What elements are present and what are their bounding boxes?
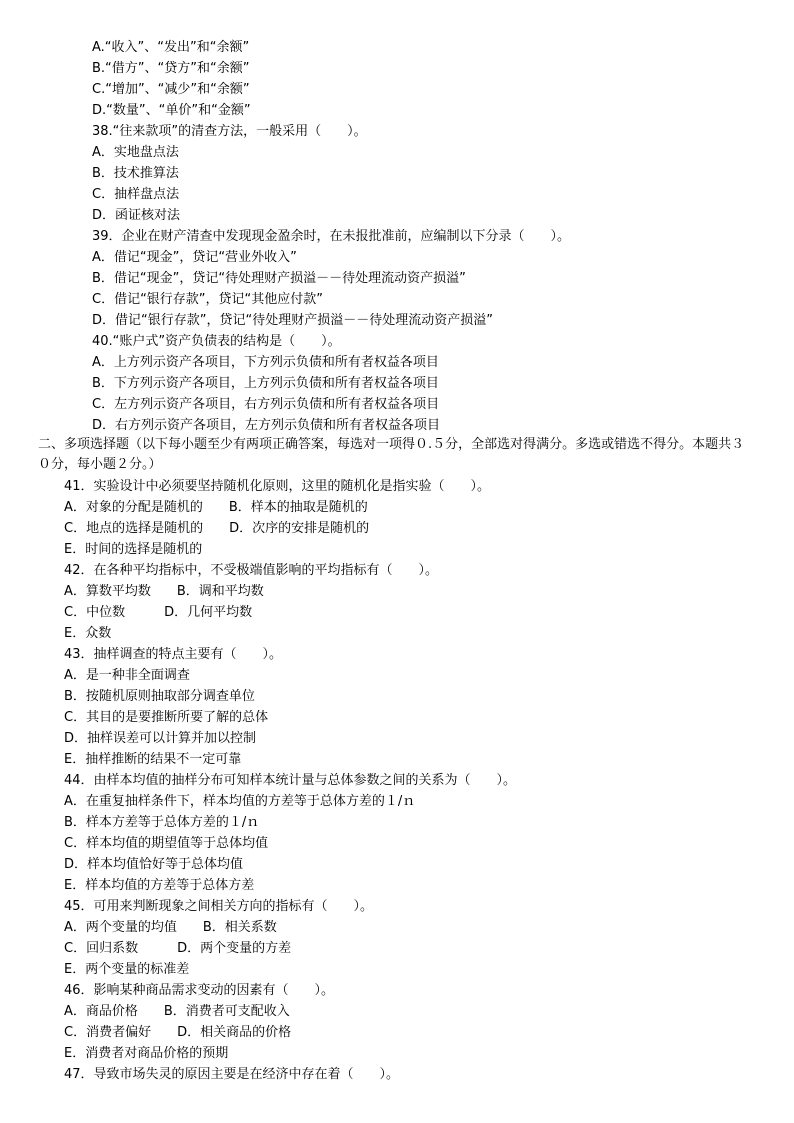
option-line: A．商品价格 B．消费者可支配收入 xyxy=(64,1004,290,1019)
option-line: E．消费者对商品价格的预期 xyxy=(64,1046,229,1061)
option-line: D.“数量”、“单价”和“金额” xyxy=(92,103,251,118)
question-39: 39．企业在财产清查中发现现金盈余时，在未报批准前，应编制以下分录（ ）。 xyxy=(92,229,571,244)
option-line: B．借记“现金”，贷记“待处理财产损溢－－待处理流动资产损溢” xyxy=(92,271,466,286)
question-44: 44．由样本均值的抽样分布可知样本统计量与总体参数之间的关系为（ ）。 xyxy=(64,773,517,788)
option-line: A．两个变量的均值 B．相关系数 xyxy=(64,920,277,935)
option-line: B.“借方”、“贷方”和“余额” xyxy=(92,61,250,76)
option-line: D．借记“银行存款”，贷记“待处理财产损溢－－待处理流动资产损溢” xyxy=(92,313,493,328)
option-line: E．抽样推断的结果不一定可靠 xyxy=(64,752,242,767)
question-38: 38.“往来款项”的清查方法，一般采用（ ）。 xyxy=(92,124,367,139)
option-line: D．函证核对法 xyxy=(92,208,181,223)
option-line: E．时间的选择是随机的 xyxy=(64,542,203,557)
option-line: C．其目的是要推断所要了解的总体 xyxy=(64,710,269,725)
question-41: 41．实验设计中必须要坚持随机化原则，这里的随机化是指实验（ ）。 xyxy=(64,479,491,494)
option-line: A．借记“现金”，贷记“营业外收入” xyxy=(92,250,297,265)
option-line: E．样本均值的方差等于总体方差 xyxy=(64,878,255,893)
option-line: A．实地盘点法 xyxy=(92,145,179,160)
option-line: D．抽样误差可以计算并加以控制 xyxy=(64,731,257,746)
option-line: C．左方列示资产各项目，右方列示负债和所有者权益各项目 xyxy=(92,397,440,412)
option-line: A．是一种非全面调查 xyxy=(64,668,190,683)
option-line: D．样本均值恰好等于总体均值 xyxy=(64,857,244,872)
question-40: 40.“账户式”资产负债表的结构是（ ）。 xyxy=(92,334,341,349)
option-line: A.“收入”、“发出”和“余额” xyxy=(92,40,250,55)
option-line: C．借记“银行存款”，贷记“其他应付款” xyxy=(92,292,324,307)
option-line: C．抽样盘点法 xyxy=(92,187,180,202)
question-43: 43．抽样调查的特点主要有（ ）。 xyxy=(64,647,283,662)
option-line: C．地点的选择是随机的 D．次序的安排是随机的 xyxy=(64,521,370,536)
option-line: A．上方列示资产各项目，下方列示负债和所有者权益各项目 xyxy=(92,355,439,370)
question-47: 47．导致市场失灵的原因主要是在经济中存在着（ ）。 xyxy=(64,1067,400,1082)
option-line: E．两个变量的标准差 xyxy=(64,962,190,977)
option-line: B．技术推算法 xyxy=(92,166,179,181)
option-line: B．按随机原则抽取部分调查单位 xyxy=(64,689,255,704)
option-line: C．回归系数 D．两个变量的方差 xyxy=(64,941,292,956)
option-line: B．样本方差等于总体方差的１/ｎ xyxy=(64,815,260,830)
question-45: 45．可用来判断现象之间相关方向的指标有（ ）。 xyxy=(64,899,374,914)
option-line: C．消费者偏好 D．相关商品的价格 xyxy=(64,1025,292,1040)
option-line: A．对象的分配是随机的 B．样本的抽取是随机的 xyxy=(64,500,368,515)
option-line: C．中位数 D．几何平均数 xyxy=(64,605,253,620)
question-42: 42．在各种平均指标中，不受极端值影响的平均指标有（ ）。 xyxy=(64,563,439,578)
option-line: C．样本均值的期望值等于总体均值 xyxy=(64,836,269,851)
question-46: 46．影响某种商品需求变动的因素有（ ）。 xyxy=(64,983,335,998)
option-line: D．右方列示资产各项目，左方列示负债和所有者权益各项目 xyxy=(92,418,441,433)
option-line: A．算数平均数 B．调和平均数 xyxy=(64,584,264,599)
section-heading-multiple-choice: 二、多项选择题（以下每小题至少有两项正确答案，每选对一项得０.５分，全部选对得满分。多选或错选不得分。本题共３０分，每小题２分。） xyxy=(38,437,745,472)
option-line: B．下方列示资产各项目，上方列示负债和所有者权益各项目 xyxy=(92,376,439,391)
option-line: E．众数 xyxy=(64,626,112,641)
option-line: C.“增加”、“减少”和“余额” xyxy=(92,82,250,97)
option-line: A．在重复抽样条件下，样本均值的方差等于总体方差的１/ｎ xyxy=(64,794,416,809)
